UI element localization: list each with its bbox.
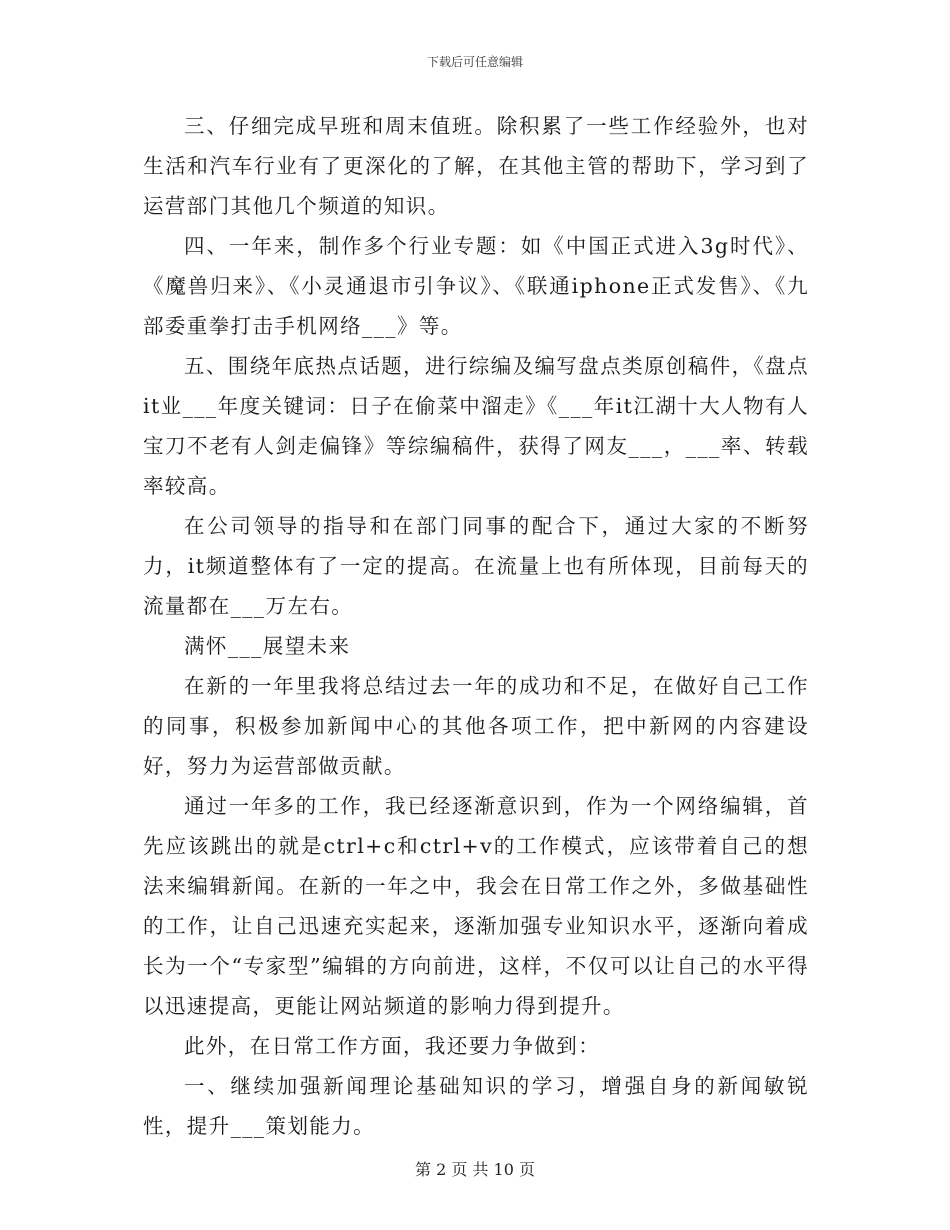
paragraph-year-end-articles: 五、围绕年底热点话题，进行综编及编写盘点类原创稿件，《盘点it业___年度关键词：日子在偷菜中溜走》《___年it江湖十大人物有人宝刀不老有人剑走偏锋》等综编稿件，获得了网友___，___率、转载率较高。 [143, 354, 809, 498]
section-heading-outlook: 满怀___展望未来 [184, 634, 351, 658]
paragraph-duty-shifts: 三、仔细完成早班和周末值班。除积累了一些工作经验外，也对生活和汽车行业有了更深化的了解，在其他主管的帮助下，学习到了运营部门其他几个频道的知识。 [143, 114, 809, 218]
document-body [143, 106, 809, 1146]
paragraph-goals-intro: 此外，在日常工作方面，我还要力争做到： [184, 1034, 601, 1058]
paragraph-new-year-plan: 在新的一年里我将总结过去一年的成功和不足，在做好自己工作的同事，积极参加新闻中心的其他各项工作，把中新网的内容建设好，努力为运营部做贡献。 [143, 674, 809, 778]
page-number: 第 2 页 共 10 页 [415, 1160, 535, 1179]
paragraph-editing-approach: 通过一年多的工作，我已经逐渐意识到，作为一个网络编辑，首先应该跳出的就是ctrl+c和ctrl+v的工作模式，应该带着自己的想法来编辑新闻。在新的一年之中，我会在日常工作之外，多做基础性的工作，让自己迅速充实起来，逐渐加强专业知识水平，逐渐向着成长为一个“专家型”编辑的方向前进，这样，不仅可以让自己的水平得以迅速提高，更能让网站频道的影响力得到提升。 [143, 794, 809, 1018]
paragraph-channel-improvement: 在公司领导的指导和在部门同事的配合下，通过大家的不断努力，it频道整体有了一定的提高。在流量上也有所体现，目前每天的流量都在___万左右。 [143, 514, 809, 618]
paragraph-goal-one: 一、继续加强新闻理论基础知识的学习，增强自身的新闻敏锐性，提升___策划能力。 [143, 1074, 809, 1138]
page-header: 下载后可任意编辑 [426, 55, 523, 69]
paragraph-special-topics: 四、一年来，制作多个行业专题：如《中国正式进入3g时代》、《魔兽归来》、《小灵通退市引争议》、《联通iphone正式发售》、《九部委重拳打击手机网络___》等。 [143, 234, 809, 338]
